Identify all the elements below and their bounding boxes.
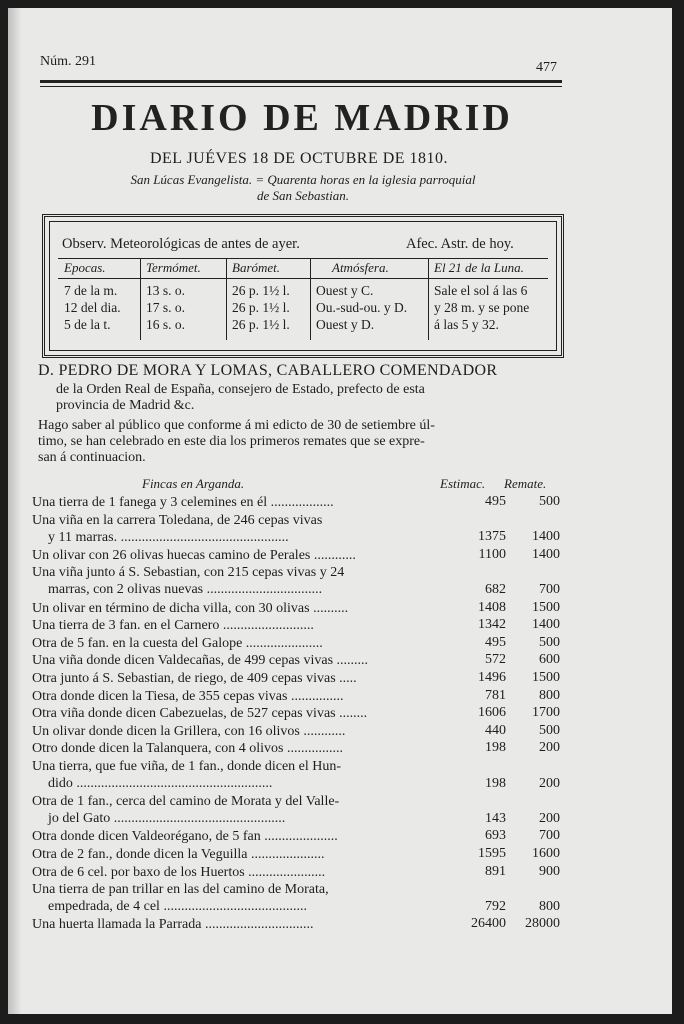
table-header-remate: Remate. — [504, 476, 547, 491]
row-text: Otra de 1 fan., cerca del camino de Morata y del Valle- — [32, 794, 340, 810]
row-text: Otra donde dicen Valdeorégano, de 5 fan ..................... — [32, 829, 338, 845]
remate-value: 800 — [539, 898, 560, 914]
estimacion-value: 1496 — [478, 670, 506, 685]
table-row — [32, 758, 472, 792]
astro-3: á las 5 y 32. — [434, 317, 499, 332]
row-text: Una tierra de pan trillar en las del camino de Morata, — [32, 882, 329, 898]
estimacion-value: 693 — [485, 828, 506, 844]
remate-value: 900 — [539, 863, 560, 879]
estimacion-value: 1595 — [478, 846, 506, 861]
weather-astro — [434, 282, 529, 333]
remate-value: 500 — [539, 494, 560, 509]
notice-title: D. PEDRO DE MORA Y LOMAS, CABALLERO COMENDADOR — [38, 362, 498, 379]
col-barometro: Barómet. — [232, 260, 281, 275]
table-row — [32, 512, 472, 546]
row-text: Una viña en la carrera Toledana, de 246 cepas vivas — [32, 512, 323, 528]
estimacion-value: 198 — [485, 775, 506, 791]
row-text: Otra donde dicen la Tiesa, de 355 cepas vivas ............... — [32, 688, 344, 704]
notice-text: san á continuacion. — [38, 450, 146, 465]
table-row — [32, 846, 472, 863]
weather-term — [146, 282, 185, 333]
estimacion-value: 1375 — [478, 529, 506, 545]
table-row — [32, 705, 472, 722]
weather-barom — [232, 282, 290, 333]
row-text: marras, con 2 olivas nuevas ................................. — [48, 582, 323, 598]
estimacion-value: 781 — [485, 687, 506, 703]
table-row — [32, 916, 472, 933]
col-divider — [310, 258, 311, 340]
remate-value: 200 — [539, 775, 560, 791]
estimacion-value: 495 — [485, 634, 506, 650]
header-rule-thin — [40, 86, 562, 87]
notice-text: Hago saber al público que conforme á mi edicto de 30 de setiembre úl- — [38, 418, 435, 433]
term-2: 17 s. o. — [146, 300, 186, 315]
astro-heading: Afec. Astr. de hoy. — [406, 236, 514, 252]
epoca-3: 5 de la t. — [64, 317, 111, 332]
col-atmosfera: Atmósfera. — [332, 260, 389, 275]
table-row — [32, 652, 472, 669]
row-text: Otra junto á S. Sebastian, de riego, de 409 cepas vivas ..... — [32, 671, 357, 686]
table-row — [32, 828, 472, 845]
remate-value: 600 — [539, 652, 560, 668]
row-text: Una huerta llamada la Parrada ............................... — [32, 917, 314, 933]
col-termometro: Termómet. — [146, 260, 201, 275]
header-rule — [40, 80, 562, 83]
table-header-estimacion: Estimac. — [440, 476, 486, 491]
col-epocas: Epocas. — [64, 260, 106, 275]
remate-value: 200 — [539, 810, 560, 826]
epoca-2: 12 del dia. — [64, 300, 121, 315]
estimacion-value: 792 — [485, 898, 506, 914]
row-text: jo del Gato ................................................. — [48, 811, 286, 827]
masthead-date: DEL JUÉVES 18 DE OCTUBRE DE 1810. — [149, 150, 449, 167]
estimacion-value: 572 — [485, 652, 506, 668]
astro-2: y 28 m. y se pone — [434, 300, 530, 315]
masthead-saint — [58, 172, 548, 204]
row-text: Una tierra de 3 fan. en el Carnero .......................... — [32, 618, 314, 634]
estimacion-value: 1408 — [478, 599, 506, 615]
table-row — [32, 670, 472, 687]
table-row — [32, 617, 472, 634]
weather-epoca — [64, 282, 121, 333]
table-row — [32, 740, 472, 757]
table-row — [32, 547, 472, 564]
table-row — [32, 793, 472, 827]
newspaper-page — [8, 8, 672, 1014]
row-text: Otro donde dicen la Talanquera, con 4 olivos ................ — [32, 741, 343, 757]
astro-1: Sale el sol á las 6 — [434, 283, 528, 298]
table-header-fincas: Fincas en Arganda. — [142, 476, 245, 491]
estimacion-value: 143 — [485, 810, 506, 826]
barom-2: 26 p. 1½ l. — [232, 300, 290, 315]
estimacion-value: 1100 — [478, 546, 506, 562]
estimacion-value: 1342 — [478, 617, 506, 633]
col-luna: El 21 de la Luna. — [434, 260, 524, 275]
barom-3: 26 p. 1½ l. — [232, 317, 290, 332]
col-divider — [140, 258, 141, 340]
notice-title-cont: de la Orden Real de España, consejero de Estado, prefecto de esta — [56, 382, 425, 397]
row-text: empedrada, de 4 cel ......................................... — [48, 899, 307, 915]
remate-value: 500 — [539, 634, 560, 650]
col-divider — [226, 258, 227, 340]
term-3: 16 s. o. — [146, 317, 186, 332]
weather-box — [42, 214, 564, 358]
row-text: Otra de 2 fan., donde dicen la Veguilla ..................... — [32, 847, 325, 862]
table-row — [32, 494, 472, 511]
row-text: Un olivar en término de dicha villa, con 30 olivas .......... — [32, 600, 349, 616]
barom-1: 26 p. 1½ l. — [232, 283, 290, 298]
row-text: y 11 marras. ................................................ — [48, 529, 289, 545]
remate-value: 1400 — [532, 546, 560, 562]
row-text: Otra de 6 cel. por baxo de los Huertos ...................... — [32, 864, 326, 880]
weather-atm — [316, 282, 407, 333]
remate-value: 1400 — [532, 617, 560, 633]
notice-text: timo, se han celebrado en este dia los primeros remates que se expre- — [38, 434, 425, 449]
estimacion-value: 198 — [485, 740, 506, 756]
weather-box-inner — [49, 221, 557, 351]
table-row — [32, 564, 472, 598]
atm-3: Ouest y D. — [316, 317, 375, 332]
table-row — [32, 723, 472, 740]
remate-value: 28000 — [525, 916, 560, 932]
issue-number: Núm. 291 — [40, 54, 96, 69]
remate-value: 1600 — [532, 846, 560, 861]
saint-line-1: San Lúcas Evangelista. = Quarenta horas en la iglesia parroquial — [130, 172, 476, 187]
col-divider — [428, 258, 429, 340]
remate-value: 500 — [539, 722, 560, 738]
epoca-1: 7 de la m. — [64, 283, 118, 298]
row-text: Otra viña donde dicen Cabezuelas, de 527 cepas vivas ........ — [32, 706, 368, 722]
row-text: Una tierra de 1 fanega y 3 celemines en él .................. — [32, 495, 334, 510]
estimacion-value: 440 — [485, 722, 506, 738]
remate-value: 1400 — [532, 529, 560, 545]
term-1: 13 s. o. — [146, 283, 186, 298]
page-number: 477 — [536, 60, 557, 75]
remate-value: 1500 — [532, 670, 560, 685]
weather-rule — [58, 258, 548, 259]
estimacion-value: 26400 — [471, 916, 506, 932]
row-text: Un olivar donde dicen la Grillera, con 16 olivos ............ — [32, 723, 346, 739]
estimacion-value: 495 — [485, 494, 506, 509]
estimacion-value: 891 — [485, 863, 506, 879]
table-row — [32, 600, 472, 617]
row-text: Una tierra, que fue viña, de 1 fan., donde dicen el Hun- — [32, 759, 342, 774]
row-text: Una viña donde dicen Valdecañas, de 499 cepas vivas ......... — [32, 653, 369, 669]
atm-1: Ouest y C. — [316, 283, 374, 298]
atm-2: Ou.-sud-ou. y D. — [316, 300, 408, 315]
notice-title-cont: provincia de Madrid &c. — [56, 398, 195, 413]
weather-rule-2 — [58, 278, 548, 279]
masthead-title: DIARIO DE MADRID — [91, 97, 513, 139]
estimacion-value: 682 — [485, 582, 506, 597]
remate-value: 800 — [539, 687, 560, 703]
remate-value: 700 — [539, 828, 560, 844]
remate-value: 1700 — [532, 705, 560, 721]
estimacion-value: 1606 — [478, 705, 506, 721]
row-text: Otra de 5 fan. en la cuesta del Galope ...................... — [32, 635, 323, 651]
remate-value: 1500 — [532, 599, 560, 615]
saint-line-2: de San Sebastian. — [256, 188, 350, 203]
table-row — [32, 864, 472, 881]
remate-value: 200 — [539, 740, 560, 756]
table-row — [32, 688, 472, 705]
row-text: Un olivar con 26 olivas huecas camino de Perales ............ — [32, 547, 356, 563]
table-row — [32, 881, 472, 915]
row-text: dido ........................................................ — [48, 776, 273, 791]
remate-value: 700 — [539, 582, 560, 597]
row-text: Una viña junto á S. Sebastian, con 215 cepas vivas y 24 — [32, 565, 345, 581]
table-row — [32, 635, 472, 652]
weather-heading: Observ. Meteorológicas de antes de ayer. — [62, 236, 300, 252]
